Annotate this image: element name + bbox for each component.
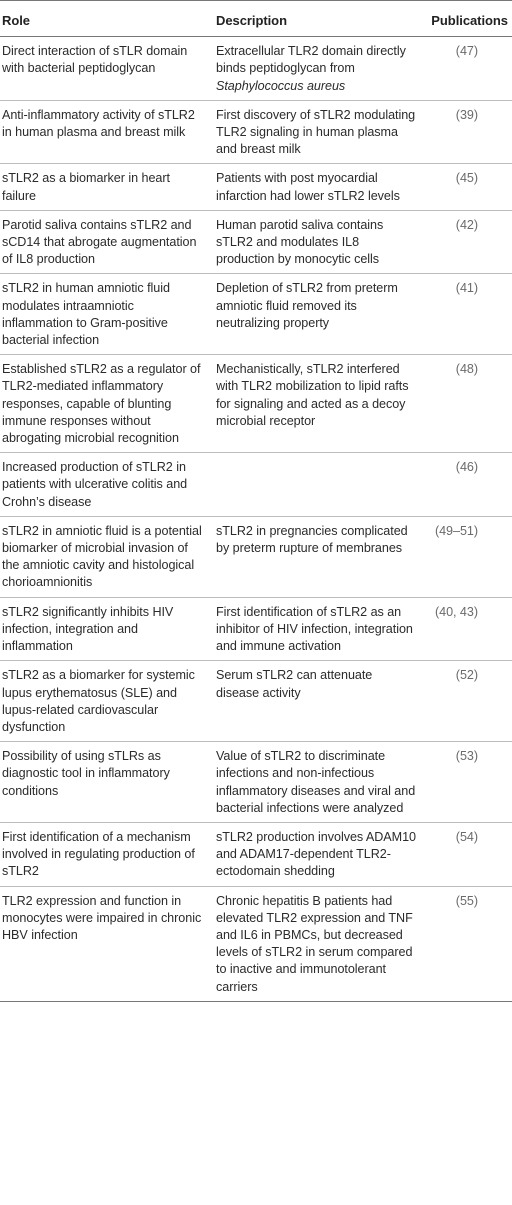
header-role: Role	[0, 1, 216, 37]
description-cell	[216, 453, 428, 517]
role-cell: Anti-inflammatory activity of sTLR2 in human plasma and breast milk	[0, 100, 216, 164]
table-row	[0, 822, 512, 886]
role-cell: First identification of a mechanism involved in regulating production of sTLR2	[0, 822, 216, 886]
publications-cell: (52)	[428, 661, 512, 742]
description-text: Extracellular TLR2 domain directly binds peptidoglycan from	[216, 44, 406, 76]
table-row	[0, 274, 512, 355]
species-name: Staphylococcus aureus	[216, 78, 346, 93]
table-row	[0, 742, 512, 823]
publications-cell: (47)	[428, 37, 512, 101]
publications-cell: (46)	[428, 453, 512, 517]
description-cell: Human parotid saliva contains sTLR2 and modulates IL8 production by monocytic cells	[216, 210, 428, 274]
role-cell: sTLR2 as a biomarker for systemic lupus erythematosus (SLE) and lupus-related cardiovascular dysfunction	[0, 661, 216, 742]
table-row	[0, 164, 512, 210]
table-row	[0, 100, 512, 164]
role-cell: Possibility of using sTLRs as diagnostic tool in inflammatory conditions	[0, 742, 216, 823]
description-cell: Mechanistically, sTLR2 interfered with TLR2 mobilization to lipid rafts for signaling and acted as a decoy microbial receptor	[216, 355, 428, 453]
role-cell: Established sTLR2 as a regulator of TLR2-mediated inflammatory responses, capable of blunting immune responses without abrogating microbial recognition	[0, 355, 216, 453]
table-row	[0, 886, 512, 1001]
role-cell: sTLR2 as a biomarker in heart failure	[0, 164, 216, 210]
table-row	[0, 453, 512, 517]
publications-cell: (54)	[428, 822, 512, 886]
publications-cell: (48)	[428, 355, 512, 453]
role-cell: sTLR2 significantly inhibits HIV infection, integration and inflammation	[0, 597, 216, 661]
publications-cell: (45)	[428, 164, 512, 210]
description-cell: First identification of sTLR2 as an inhibitor of HIV infection, integration and immune activation	[216, 597, 428, 661]
publications-cell: (49–51)	[428, 516, 512, 597]
description-cell: First discovery of sTLR2 modulating TLR2 signaling in human plasma and breast milk	[216, 100, 428, 164]
table-row	[0, 597, 512, 661]
role-cell: Direct interaction of sTLR domain with bacterial peptidoglycan	[0, 37, 216, 101]
publications-cell: (40, 43)	[428, 597, 512, 661]
role-cell: sTLR2 in amniotic fluid is a potential biomarker of microbial invasion of the amniotic cavity and histological chorioamnionitis	[0, 516, 216, 597]
description-cell	[216, 37, 428, 101]
table-body	[0, 37, 512, 1002]
table-row	[0, 355, 512, 453]
publications-cell: (55)	[428, 886, 512, 1001]
description-cell: Serum sTLR2 can attenuate disease activity	[216, 661, 428, 742]
table-row	[0, 516, 512, 597]
header-row	[0, 1, 512, 37]
role-cell: Increased production of sTLR2 in patients with ulcerative colitis and Crohn’s disease	[0, 453, 216, 517]
role-cell: sTLR2 in human amniotic fluid modulates intraamniotic inflammation to Gram-positive bacterial infection	[0, 274, 216, 355]
publications-cell: (53)	[428, 742, 512, 823]
description-cell: Depletion of sTLR2 from preterm amniotic fluid removed its neutralizing property	[216, 274, 428, 355]
publications-cell: (41)	[428, 274, 512, 355]
description-cell: Value of sTLR2 to discriminate infections and non-infectious inflammatory diseases and viral and bacterial infections were analyzed	[216, 742, 428, 823]
table-row	[0, 37, 512, 101]
publications-cell: (42)	[428, 210, 512, 274]
table-header	[0, 1, 512, 37]
description-cell: sTLR2 production involves ADAM10 and ADAM17-dependent TLR2-ectodomain shedding	[216, 822, 428, 886]
publications-cell: (39)	[428, 100, 512, 164]
role-cell: Parotid saliva contains sTLR2 and sCD14 that abrogate augmentation of IL8 production	[0, 210, 216, 274]
header-description: Description	[216, 1, 428, 37]
description-cell: Patients with post myocardial infarction had lower sTLR2 levels	[216, 164, 428, 210]
role-cell: TLR2 expression and function in monocytes were impaired in chronic HBV infection	[0, 886, 216, 1001]
table-row	[0, 210, 512, 274]
description-cell: Chronic hepatitis B patients had elevated TLR2 expression and TNF and IL6 in PBMCs, but decreased levels of sTLR2 in serum compared to inactive and immunotolerant carriers	[216, 886, 428, 1001]
table-row	[0, 661, 512, 742]
header-publications: Publications	[428, 1, 512, 37]
description-cell: sTLR2 in pregnancies complicated by preterm rupture of membranes	[216, 516, 428, 597]
